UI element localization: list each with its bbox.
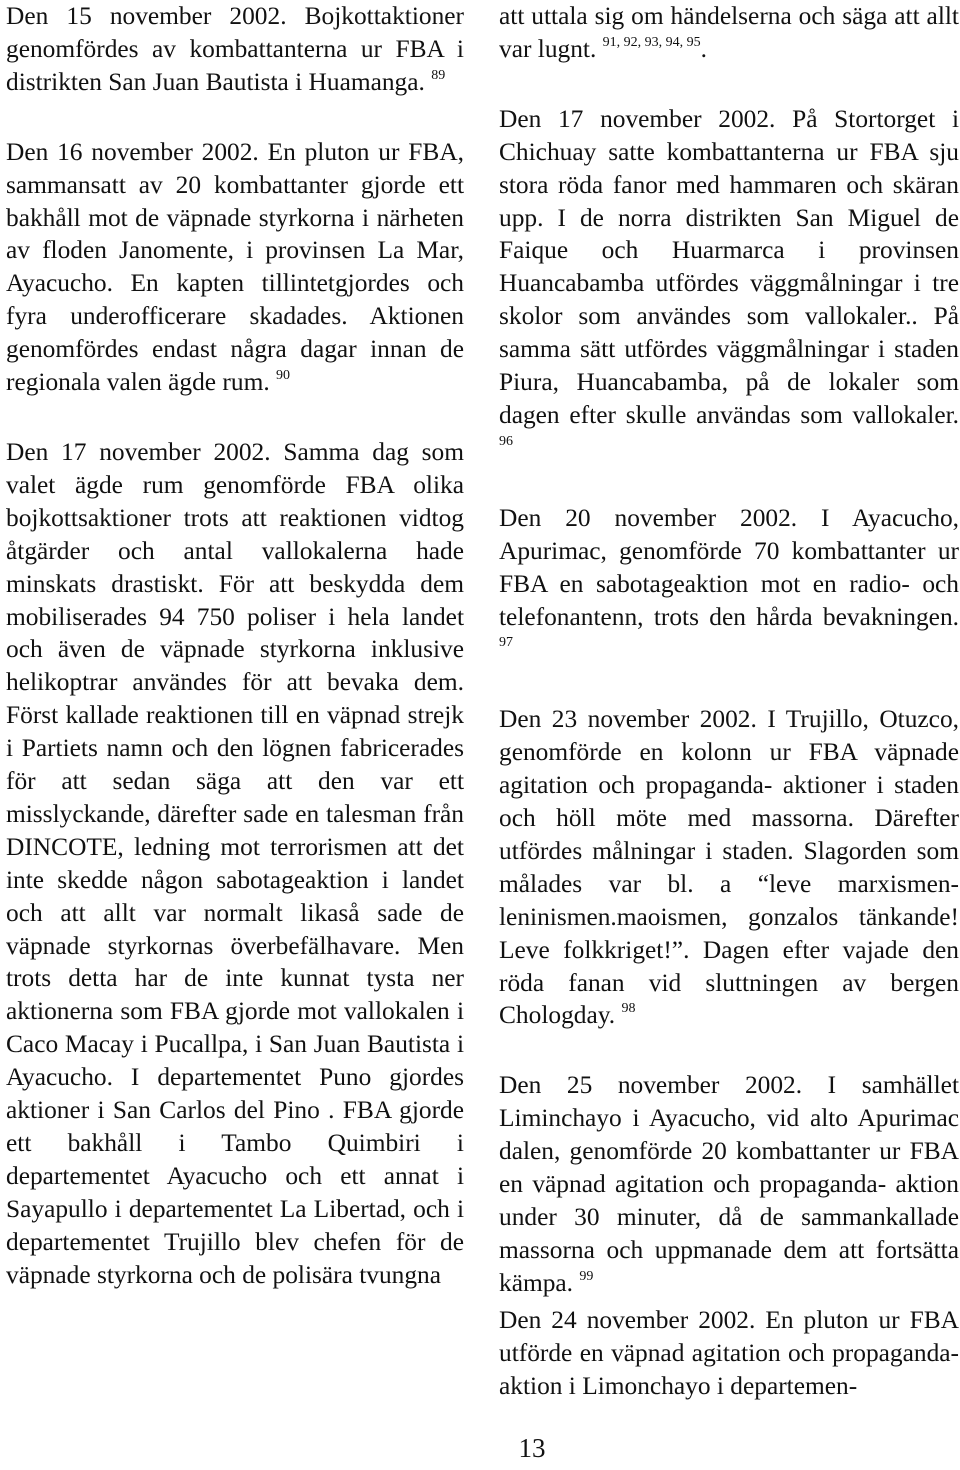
paragraph-nov-24 <box>499 1304 959 1403</box>
paragraph-text: Den 17 november 2002. På Stortorget i Chichuay satte kombattanterna ur FBA sju stora röda fanor med hammaren och skäran upp. I de norra distrikten San Miguel de Faique och Huarmarca i provinsen Huancabamba utfördes väggmålningar i tre skolor som användes som vallokaler.. På samma sätt utfördes väggmålningar i staden Piura, Huancabamba, på de lokaler som dagen efter skulle användas som vallokaler. <box>499 104 959 429</box>
footnote-ref: 89 <box>431 67 446 83</box>
paragraph-text: Den 25 november 2002. I samhället Liminchayo i Ayacucho, vid alto Apurimac dalen, genomförde 20 kombattanter ur FBA en väpnad agitation och propaganda- aktion under 30 minuter, då de sammankallade massorna och uppmanade dem att fortsätta kämpa. <box>499 1071 959 1297</box>
paragraph-continuation <box>499 0 959 66</box>
footnote-ref: 97 <box>499 635 513 651</box>
left-column <box>6 0 464 1292</box>
paragraph-nov-15 <box>6 0 464 99</box>
paragraph-text: Den 15 november 2002. Bojkottaktioner genomfördes av kombattanterna ur FBA i distrikten San Juan Bautista i Huamanga. <box>6 2 464 96</box>
paragraph-text: att uttala sig om händelserna och säga att allt var lugnt. <box>499 2 959 63</box>
footnote-ref: 99 <box>579 1268 594 1284</box>
paragraph-nov-17-chichuay <box>499 103 959 465</box>
footnote-ref: 96 <box>499 433 513 449</box>
paragraph-nov-20 <box>499 502 959 667</box>
footnote-ref: 90 <box>276 368 291 384</box>
paragraph-nov-25 <box>499 1069 959 1299</box>
paragraph-nov-16 <box>6 136 464 399</box>
footnote-ref: 91, 92, 93, 94, 95 <box>602 34 701 50</box>
paragraph-text: Den 23 november 2002. I Trujillo, Otuzco, genomförde en kolonn ur FBA väpnade agitation och propaganda- aktioner i staden och höll möte med massorna. Därefter utfördes målningar i staden. Slagorden som målades var bl. a “leve marxismen-leninismen.maoismen, gonzalos tänkande! Leve folkkriget!”. Dagen efter vajade den röda fanan vid sluttningen av bergen Chologday. <box>499 705 959 1030</box>
paragraph-text: Den 20 november 2002. I Ayacucho, Apurimac, genomförde 70 kombattanter ur FBA en sabotageaktion mot en radio- och telefonantenn, trots den hårda bevakningen. <box>499 503 959 631</box>
paragraph-text: Den 24 november 2002. En pluton ur FBA utförde en väpnad agitation och propaganda- aktion i Limonchayo i departemen- <box>499 1305 959 1400</box>
right-column <box>499 0 959 1402</box>
footnote-ref: 98 <box>621 1001 636 1017</box>
page-number: 13 <box>518 1433 546 1463</box>
paragraph-text: Den 16 november 2002. En pluton ur FBA, sammansatt av 20 kombattanter gjorde ett bakhåll mot de väpnade styrkorna i närheten av floden Janomente, i provinsen La Mar, Ayacucho. En kapten tillintetgjordes och fyra underofficerare skadades. Aktionen genomfördes endast några dagar innan de regionala valen ägde rum. <box>6 137 464 397</box>
paragraph-nov-23 <box>499 703 959 1032</box>
paragraph-tail: . <box>700 34 708 63</box>
paragraph-text: Den 17 november 2002. Samma dag som valet ägde rum genomförde FBA olika bojkottsaktioner trots att reaktionen vidtog åtgärder och antal vallokalerna hade minskats drastiskt. För att beskydda dem mobiliserades 94 750 poliser i hela landet och även de väpnade styrkorna inklusive helikoptrar användes för att bevaka dem. Först kallade reaktionen till en väpnad strejk i Partiets namn och den lögnen fabricerades för att sedan säga att den var ett misslyckande, därefter sade en talesman från DINCOTE, ledning mot terrorismen att det inte skedde någon sabotageaktion i landet och att allt var normalt likaså sade de väpnade styrkornas överbefälhavare. Men trots detta har de inte kunnat tysta ner aktionerna som FBA gjorde mot vallokalen i Caco Macay i Pucallpa, i San Juan Bautista i Ayacucho. I departementet Puno gjordes aktioner i San Carlos del Pino . FBA gjorde ett bakhåll i Tambo Quimbiri i departementet Ayacucho och ett annat i Sayapullo i departementet La Libertad, och i departementet Trujillo blev chefen för de väpnade styrkorna och de polisära tvungna <box>6 437 464 1289</box>
paragraph-nov-17-election <box>6 436 464 1292</box>
